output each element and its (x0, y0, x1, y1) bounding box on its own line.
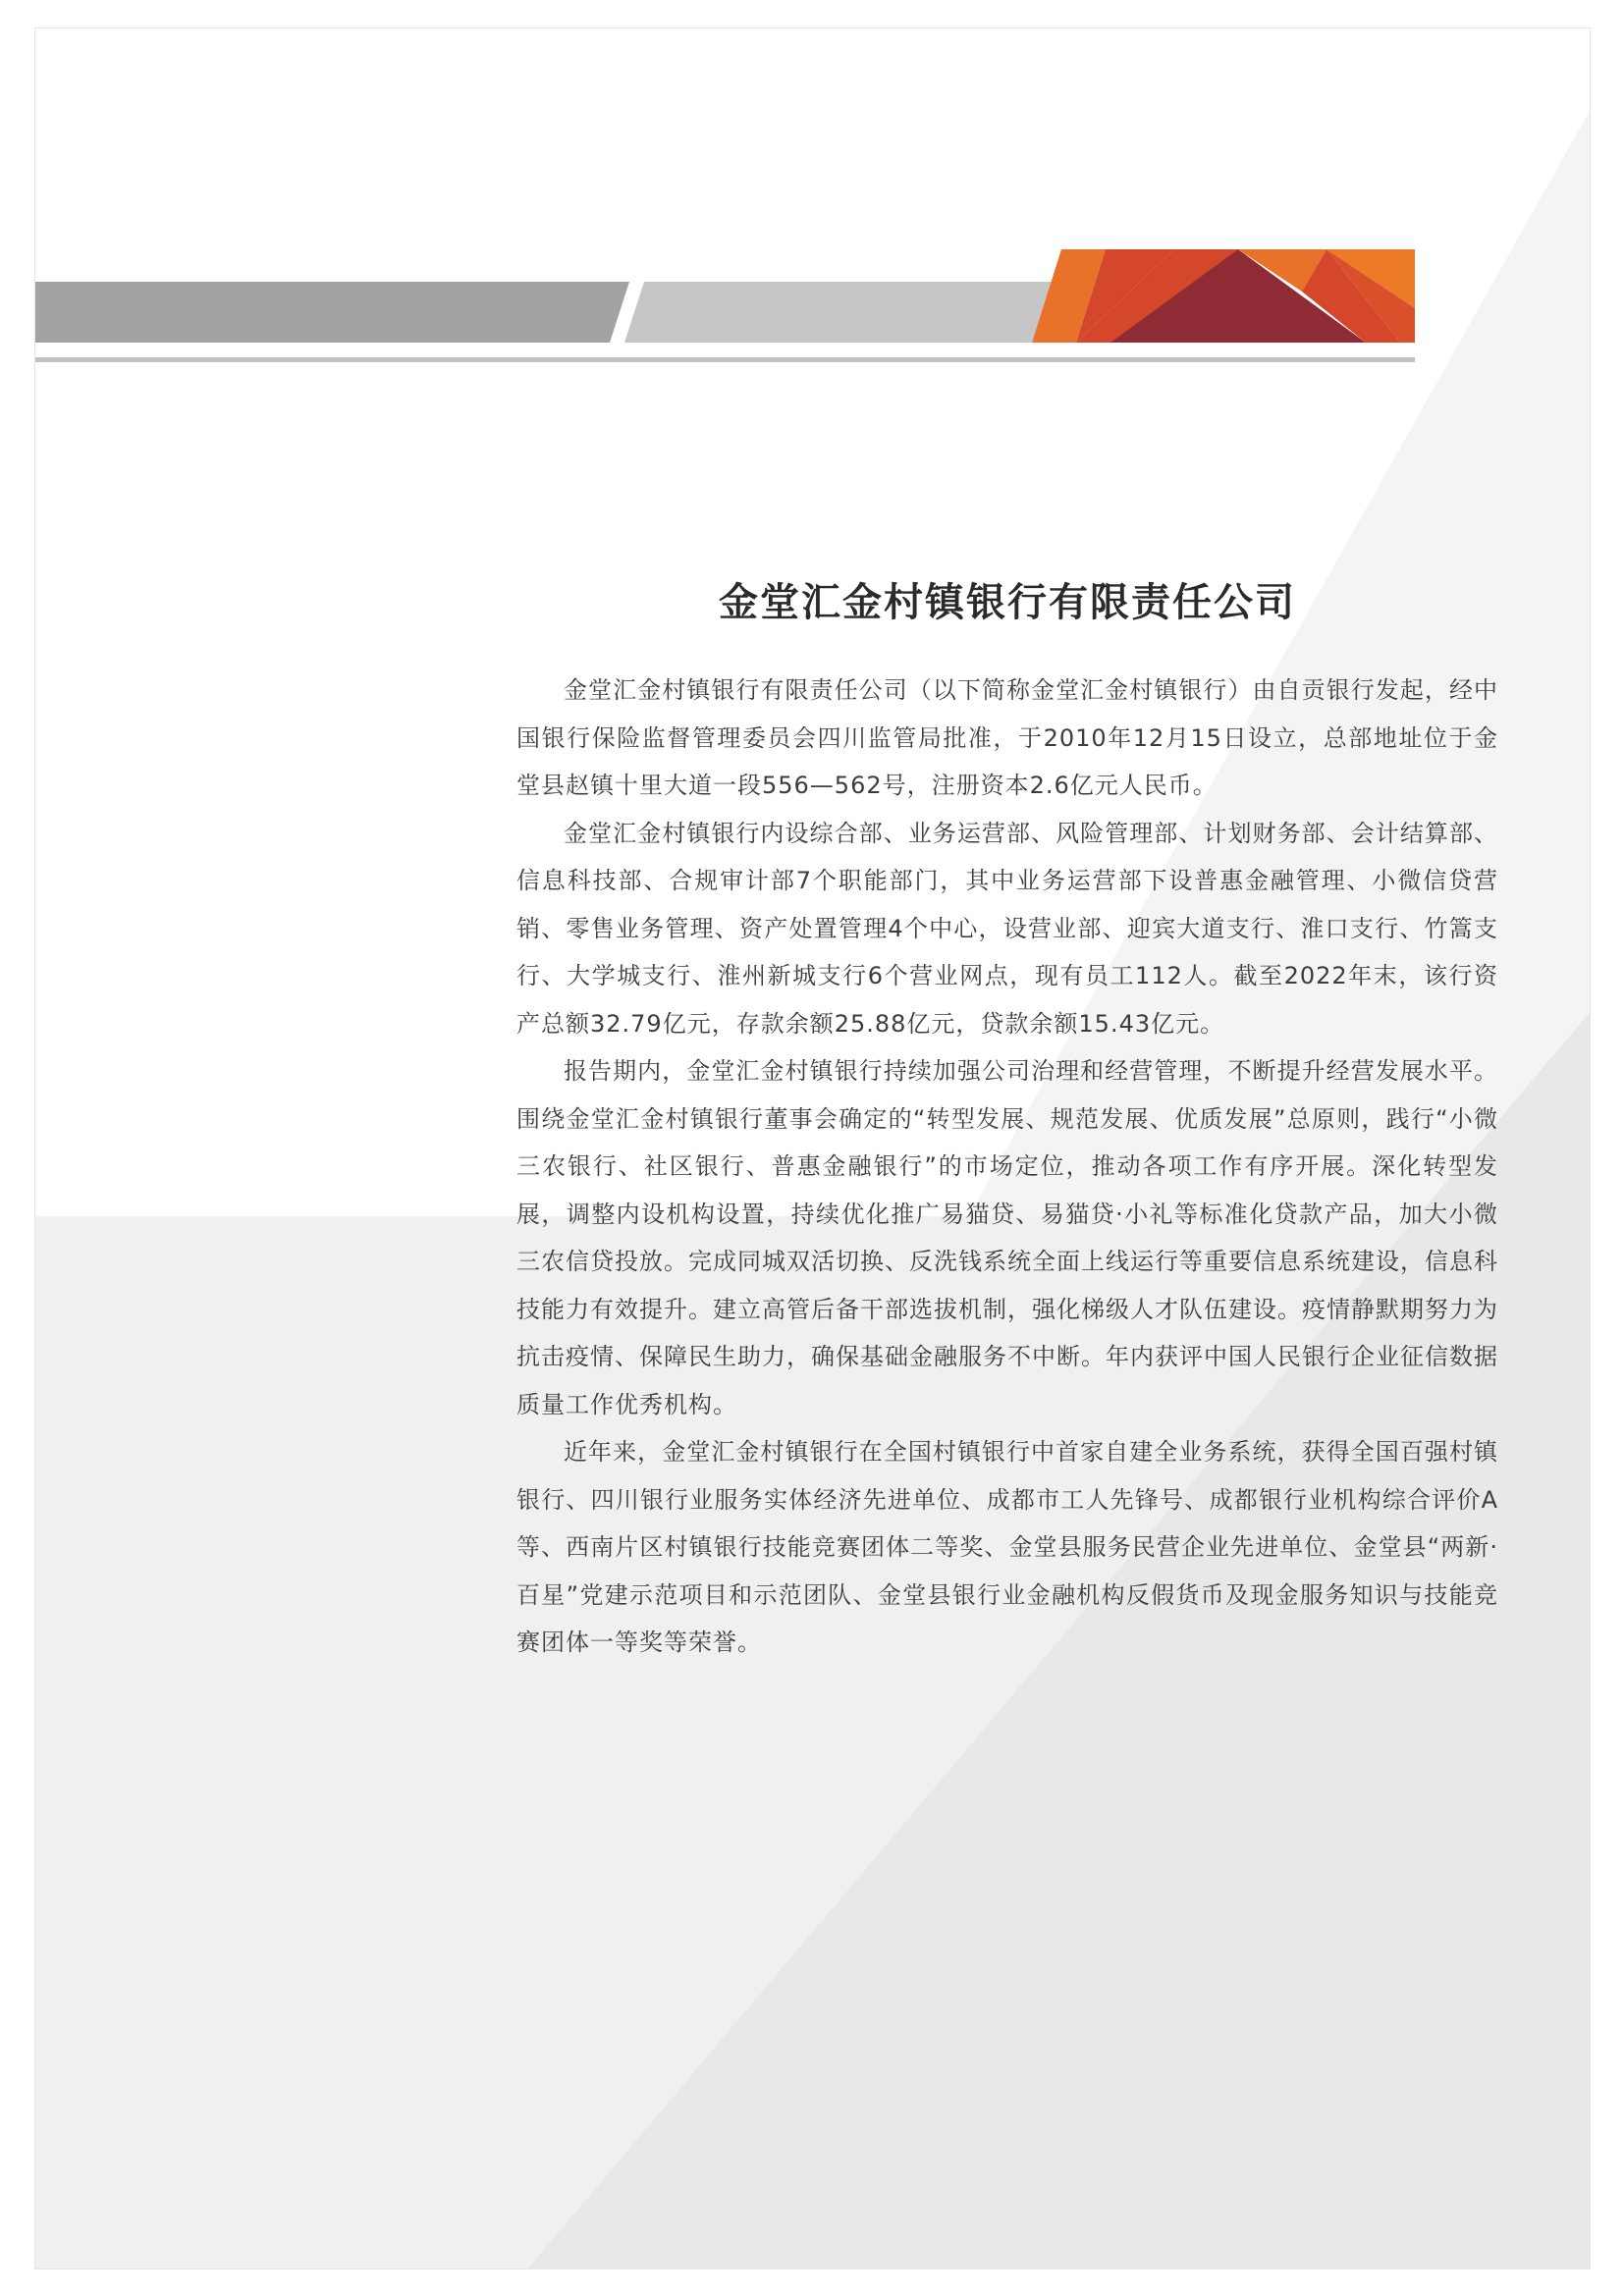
document-page (34, 27, 1591, 2269)
paragraph-intro: 金堂汇金村镇银行有限责任公司（以下简称金堂汇金村镇银行）由自贡银行发起，经中国银行保险监督管理委员会四川监管局批准，于2010年12月15日设立，总部地址位于金堂县赵镇十里大道一段556—562号，注册资本2.6亿元人民币。 (516, 676, 1498, 799)
document-title: 金堂汇金村镇银行有限责任公司 (719, 580, 1296, 625)
banner-bar-light-gray (624, 282, 1052, 343)
header-banner (35, 28, 1591, 421)
paragraph-organization: 金堂汇金村镇银行内设综合部、业务运营部、风险管理部、计划财务部、会计结算部、信息科技部、合规审计部7个职能部门，其中业务运营部下设普惠金融管理、小微信贷营销、零售业务管理、资产处置管理4个中心，设营业部、迎宾大道支行、淮口支行、竹篙支行、大学城支行、淮州新城支行6个营业网点，现有员工112人。截至2022年末，该行资产总额32.79亿元，存款余额25.88亿元，贷款余额15.43亿元。 (516, 819, 1498, 1038)
banner-bar-dark-gray (35, 282, 629, 343)
banner-rule (35, 357, 1415, 362)
body-text (516, 667, 1498, 1667)
paragraph-honors: 近年来，金堂汇金村镇银行在全国村镇银行中首家自建全业务系统，获得全国百强村镇银行、四川银行业服务实体经济先进单位、成都市工人先锋号、成都银行业机构综合评价A等、西南片区村镇银行技能竞赛团体二等奖、金堂县服务民营企业先进单位、金堂县“两新·百星”党建示范项目和示范团队、金堂县银行业金融机构反假货币及现金服务知识与技能竞赛团体一等奖等荣誉。 (516, 1438, 1498, 1656)
paragraph-report-period: 报告期内，金堂汇金村镇银行持续加强公司治理和经营管理，不断提升经营发展水平。围绕金堂汇金村镇银行董事会确定的“转型发展、规范发展、优质发展”总原则，践行“小微三农银行、社区银行、普惠金融银行”的市场定位，推动各项工作有序开展。深化转型发展，调整内设机构设置，持续优化推广易猫贷、易猫贷·小礼等标准化贷款产品，加大小微三农信贷投放。完成同城双活切换、反洗钱系统全面上线运行等重要信息系统建设，信息科技能力有效提升。建立高管后备干部选拔机制，强化梯级人才队伍建设。疫情静默期努力为抗击疫情、保障民生助力，确保基础金融服务不中断。年内获评中国人民银行企业征信数据质量工作优秀机构。 (516, 1057, 1498, 1418)
